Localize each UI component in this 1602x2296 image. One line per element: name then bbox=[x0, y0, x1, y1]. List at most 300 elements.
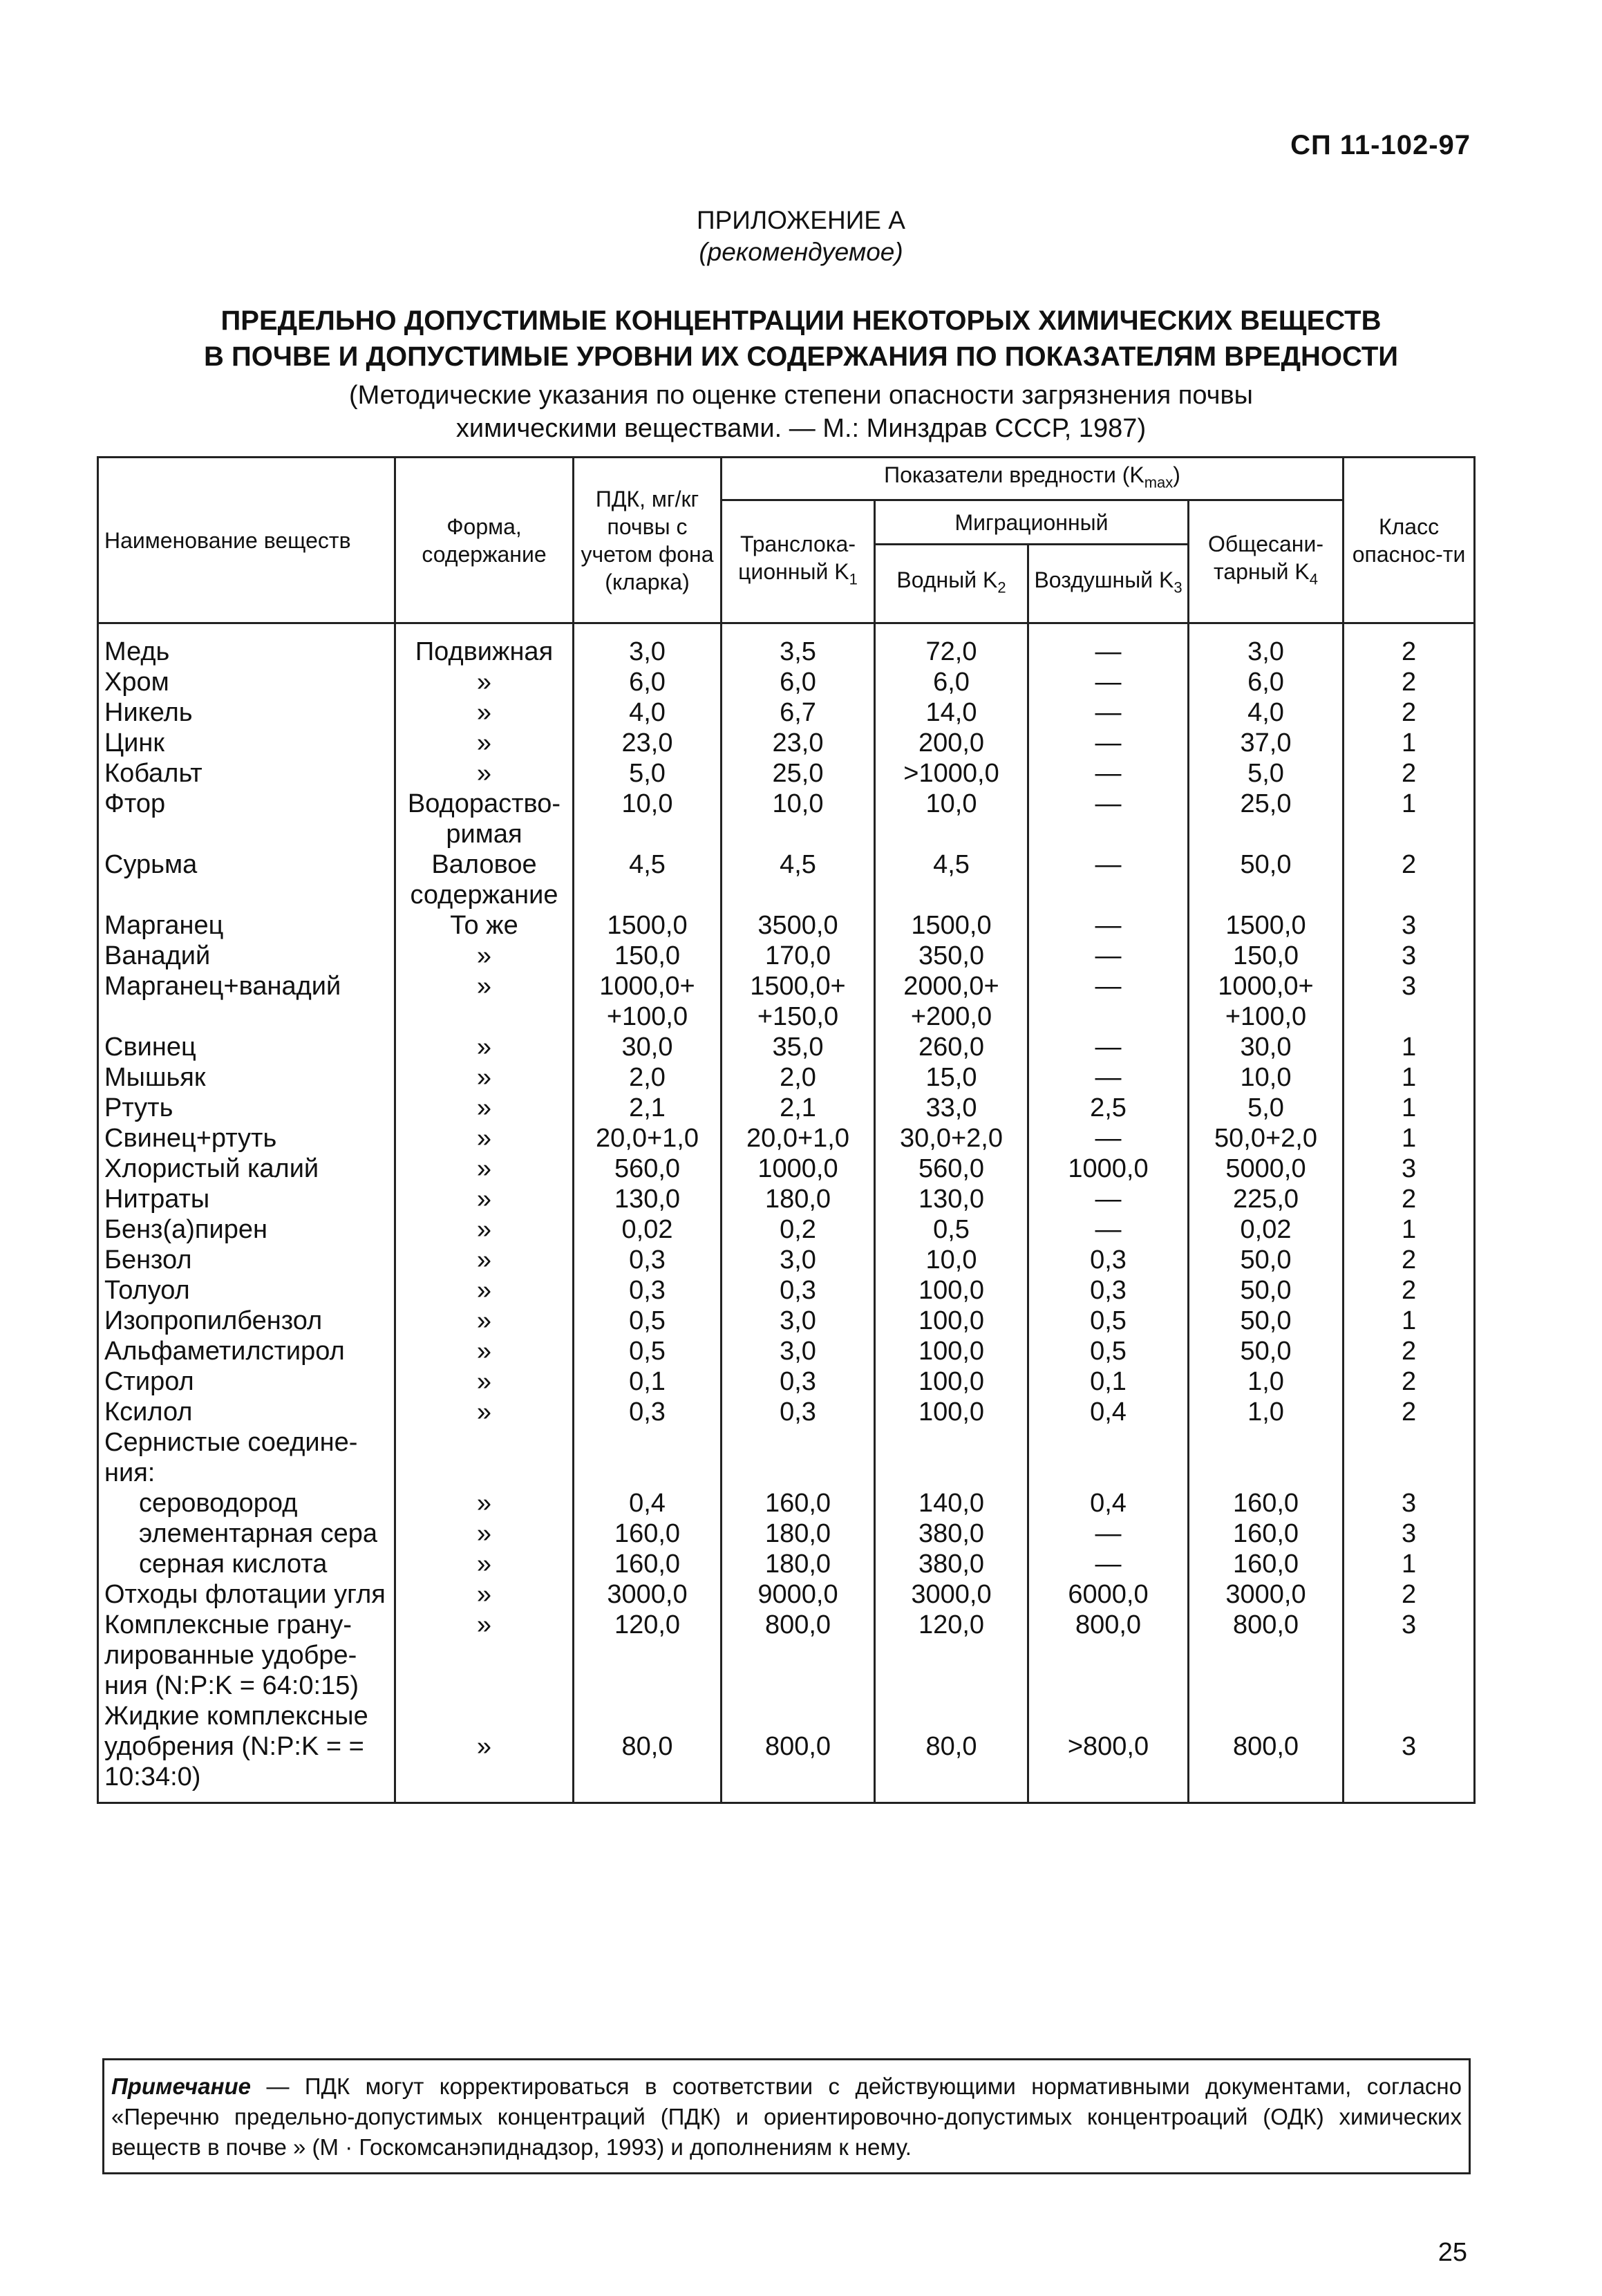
cell-pdk: 5,0 bbox=[574, 758, 722, 789]
cell-pdk: 160,0 bbox=[574, 1549, 722, 1579]
cell-k2: 72,0 bbox=[875, 623, 1028, 668]
cell-form: » bbox=[395, 1397, 574, 1427]
cell-k2 bbox=[875, 1427, 1028, 1488]
cell-cls: 3 bbox=[1344, 1154, 1475, 1184]
substance-name: элементарная сера bbox=[98, 1518, 395, 1549]
cell-pdk: 0,3 bbox=[574, 1275, 722, 1306]
cell-k1: 9000,0 bbox=[722, 1579, 875, 1610]
cell-k2: 130,0 bbox=[875, 1184, 1028, 1214]
cell-k2: 100,0 bbox=[875, 1366, 1028, 1397]
cell-k4: 6,0 bbox=[1189, 667, 1344, 697]
cell-pdk: 23,0 bbox=[574, 728, 722, 758]
cell-k3: — bbox=[1028, 728, 1189, 758]
substance-name: Толуол bbox=[98, 1275, 395, 1306]
table-row bbox=[98, 1701, 1475, 1803]
cell-k1: 2,1 bbox=[722, 1093, 875, 1123]
substance-name: Сернистые соедине-ния: bbox=[98, 1427, 395, 1488]
cell-form: » bbox=[395, 1336, 574, 1366]
cell-cls: 3 bbox=[1344, 1488, 1475, 1518]
table-row bbox=[98, 1306, 1475, 1336]
substance-name: Сурьма bbox=[98, 849, 395, 910]
cell-k2: 80,0 bbox=[875, 1701, 1028, 1803]
substance-name: Ванадий bbox=[98, 941, 395, 971]
cell-k2: 3000,0 bbox=[875, 1579, 1028, 1610]
cell-k1: 180,0 bbox=[722, 1184, 875, 1214]
table-row bbox=[98, 1518, 1475, 1549]
table-row bbox=[98, 1397, 1475, 1427]
cell-k2: 100,0 bbox=[875, 1306, 1028, 1336]
table-row bbox=[98, 697, 1475, 728]
cell-form: » bbox=[395, 758, 574, 789]
cell-k3: — bbox=[1028, 971, 1189, 1032]
cell-pdk: 0,02 bbox=[574, 1214, 722, 1245]
cell-pdk: 130,0 bbox=[574, 1184, 722, 1214]
cell-k1: 10,0 bbox=[722, 789, 875, 849]
cell-k1: 160,0 bbox=[722, 1488, 875, 1518]
cell-k2: 1500,0 bbox=[875, 910, 1028, 941]
substance-name: Комплексные грану-лированные удобре-ния (N:P:K = 64:0:15) bbox=[98, 1610, 395, 1701]
cell-form bbox=[395, 1427, 574, 1488]
cell-cls: 1 bbox=[1344, 789, 1475, 849]
cell-k1: 2,0 bbox=[722, 1062, 875, 1093]
cell-form: Валовое содержание bbox=[395, 849, 574, 910]
substance-name: Марганец+ванадий bbox=[98, 971, 395, 1032]
header-indicators-text: Показатели вредности (K bbox=[884, 462, 1144, 487]
title-line-2: В ПОЧВЕ И ДОПУСТИМЫЕ УРОВНИ ИХ СОДЕРЖАНИЯ ПО ПОКАЗАТЕЛЯМ ВРЕДНОСТИ bbox=[203, 341, 1399, 372]
cell-k3: 0,3 bbox=[1028, 1275, 1189, 1306]
cell-cls: 1 bbox=[1344, 1093, 1475, 1123]
cell-k1: 0,3 bbox=[722, 1275, 875, 1306]
pdk-table bbox=[97, 456, 1476, 1804]
cell-k4: 3000,0 bbox=[1189, 1579, 1344, 1610]
cell-k1: 23,0 bbox=[722, 728, 875, 758]
cell-form: То же bbox=[395, 910, 574, 941]
cell-k2: 2000,0+ +200,0 bbox=[875, 971, 1028, 1032]
cell-pdk: 0,3 bbox=[574, 1245, 722, 1275]
substance-name: Бензол bbox=[98, 1245, 395, 1275]
cell-k3: — bbox=[1028, 941, 1189, 971]
cell-k4: 25,0 bbox=[1189, 789, 1344, 849]
cell-k4: 150,0 bbox=[1189, 941, 1344, 971]
cell-k2: 100,0 bbox=[875, 1336, 1028, 1366]
substance-name: Свинец bbox=[98, 1032, 395, 1062]
cell-k2: 140,0 bbox=[875, 1488, 1028, 1518]
cell-cls: 1 bbox=[1344, 1062, 1475, 1093]
header-sanitary-text: Общесани-тарный K bbox=[1208, 531, 1323, 584]
cell-k3: — bbox=[1028, 1518, 1189, 1549]
cell-k3: — bbox=[1028, 1214, 1189, 1245]
cell-k3: 0,5 bbox=[1028, 1336, 1189, 1366]
table-row bbox=[98, 1427, 1475, 1488]
header-migration: Миграционный bbox=[875, 500, 1189, 545]
cell-k3: — bbox=[1028, 667, 1189, 697]
cell-k3 bbox=[1028, 1427, 1189, 1488]
cell-k3: 6000,0 bbox=[1028, 1579, 1189, 1610]
cell-pdk: 0,5 bbox=[574, 1336, 722, 1366]
cell-k3: 1000,0 bbox=[1028, 1154, 1189, 1184]
cell-k1: 4,5 bbox=[722, 849, 875, 910]
substance-name: Хром bbox=[98, 667, 395, 697]
cell-form: » bbox=[395, 697, 574, 728]
cell-pdk: 0,3 bbox=[574, 1397, 722, 1427]
cell-k1: 0,2 bbox=[722, 1214, 875, 1245]
title-line-1: ПРЕДЕЛЬНО ДОПУСТИМЫЕ КОНЦЕНТРАЦИИ НЕКОТОРЫХ ХИМИЧЕСКИХ ВЕЩЕСТВ bbox=[220, 305, 1382, 336]
cell-pdk: 0,1 bbox=[574, 1366, 722, 1397]
cell-k1: 1000,0 bbox=[722, 1154, 875, 1184]
cell-cls: 2 bbox=[1344, 697, 1475, 728]
header-indicators-end: ) bbox=[1173, 462, 1180, 487]
cell-cls: 2 bbox=[1344, 1336, 1475, 1366]
cell-form: » bbox=[395, 728, 574, 758]
substance-name: Медь bbox=[98, 623, 395, 668]
cell-k1: 25,0 bbox=[722, 758, 875, 789]
substance-name: Фтор bbox=[98, 789, 395, 849]
cell-k4: 1000,0+ +100,0 bbox=[1189, 971, 1344, 1032]
cell-pdk: 0,4 bbox=[574, 1488, 722, 1518]
cell-pdk: 160,0 bbox=[574, 1518, 722, 1549]
table-row bbox=[98, 728, 1475, 758]
table-row bbox=[98, 1579, 1475, 1610]
cell-k1: 180,0 bbox=[722, 1518, 875, 1549]
cell-k2: 33,0 bbox=[875, 1093, 1028, 1123]
table-row bbox=[98, 1366, 1475, 1397]
cell-pdk: 4,0 bbox=[574, 697, 722, 728]
cell-k1: 1500,0+ +150,0 bbox=[722, 971, 875, 1032]
cell-k4 bbox=[1189, 1427, 1344, 1488]
cell-cls bbox=[1344, 1427, 1475, 1488]
cell-k4: 37,0 bbox=[1189, 728, 1344, 758]
cell-form: » bbox=[395, 667, 574, 697]
cell-cls: 2 bbox=[1344, 1579, 1475, 1610]
cell-k2: 200,0 bbox=[875, 728, 1028, 758]
substance-name: серная кислота bbox=[98, 1549, 395, 1579]
cell-form: » bbox=[395, 1245, 574, 1275]
cell-k2: 30,0+2,0 bbox=[875, 1123, 1028, 1154]
table-row bbox=[98, 758, 1475, 789]
cell-k3: 0,1 bbox=[1028, 1366, 1189, 1397]
cell-form: » bbox=[395, 1032, 574, 1062]
cell-pdk: 150,0 bbox=[574, 941, 722, 971]
cell-pdk bbox=[574, 1427, 722, 1488]
cell-k3: — bbox=[1028, 849, 1189, 910]
cell-form: » bbox=[395, 1610, 574, 1701]
cell-k3: 0,5 bbox=[1028, 1306, 1189, 1336]
table-row bbox=[98, 941, 1475, 971]
cell-pdk: 30,0 bbox=[574, 1032, 722, 1062]
appendix-status: (рекомендуемое) bbox=[699, 238, 903, 266]
header-indicators-sub: max bbox=[1144, 473, 1174, 491]
substance-name: Никель bbox=[98, 697, 395, 728]
table-row bbox=[98, 1154, 1475, 1184]
document-code: СП 11-102-97 bbox=[1290, 130, 1471, 160]
cell-cls: 2 bbox=[1344, 1275, 1475, 1306]
cell-cls: 2 bbox=[1344, 623, 1475, 668]
header-water-text: Водный K bbox=[896, 567, 998, 592]
cell-k4: 1,0 bbox=[1189, 1366, 1344, 1397]
cell-k4: 50,0 bbox=[1189, 1275, 1344, 1306]
header-translocation-sub: 1 bbox=[849, 570, 858, 588]
cell-k4: 800,0 bbox=[1189, 1701, 1344, 1803]
table-row bbox=[98, 910, 1475, 941]
table-row bbox=[98, 1123, 1475, 1154]
cell-k1: 180,0 bbox=[722, 1549, 875, 1579]
header-water bbox=[875, 545, 1028, 623]
cell-cls: 1 bbox=[1344, 1032, 1475, 1062]
header-indicators bbox=[722, 458, 1344, 500]
note-label: Примечание bbox=[111, 2073, 252, 2099]
cell-form: » bbox=[395, 1062, 574, 1093]
substance-name: Альфаметилстирол bbox=[98, 1336, 395, 1366]
cell-k3: — bbox=[1028, 789, 1189, 849]
table-row bbox=[98, 1275, 1475, 1306]
cell-cls: 3 bbox=[1344, 1701, 1475, 1803]
cell-k2: 14,0 bbox=[875, 697, 1028, 728]
cell-cls: 1 bbox=[1344, 1214, 1475, 1245]
header-translocation bbox=[722, 500, 875, 623]
table-row bbox=[98, 1214, 1475, 1245]
cell-cls: 2 bbox=[1344, 1184, 1475, 1214]
cell-form: » bbox=[395, 941, 574, 971]
cell-pdk: 20,0+1,0 bbox=[574, 1123, 722, 1154]
cell-k3: — bbox=[1028, 1184, 1189, 1214]
cell-k2: 10,0 bbox=[875, 789, 1028, 849]
cell-form: » bbox=[395, 1488, 574, 1518]
substance-name: Жидкие комплексные удобрения (N:P:K = = 10:34:0) bbox=[98, 1701, 395, 1803]
cell-cls: 1 bbox=[1344, 728, 1475, 758]
cell-k4: 1,0 bbox=[1189, 1397, 1344, 1427]
cell-k1: 6,7 bbox=[722, 697, 875, 728]
cell-k4: 5000,0 bbox=[1189, 1154, 1344, 1184]
table-row bbox=[98, 623, 1475, 668]
substance-name: Цинк bbox=[98, 728, 395, 758]
cell-cls: 3 bbox=[1344, 1518, 1475, 1549]
cell-k3: — bbox=[1028, 1062, 1189, 1093]
page-subtitle bbox=[0, 379, 1602, 445]
substance-name: Ртуть bbox=[98, 1093, 395, 1123]
substance-name: Отходы флотации угля bbox=[98, 1579, 395, 1610]
cell-k1: 6,0 bbox=[722, 667, 875, 697]
appendix-label: ПРИЛОЖЕНИЕ А bbox=[697, 206, 905, 234]
cell-k3: 0,4 bbox=[1028, 1488, 1189, 1518]
cell-pdk: 80,0 bbox=[574, 1701, 722, 1803]
cell-k4: 50,0 bbox=[1189, 1306, 1344, 1336]
cell-k3: — bbox=[1028, 910, 1189, 941]
cell-form: » bbox=[395, 1366, 574, 1397]
cell-form: » bbox=[395, 1123, 574, 1154]
cell-cls: 2 bbox=[1344, 1397, 1475, 1427]
cell-k4: 10,0 bbox=[1189, 1062, 1344, 1093]
substance-name: Мышьяк bbox=[98, 1062, 395, 1093]
substance-name: Ксилол bbox=[98, 1397, 395, 1427]
cell-cls: 1 bbox=[1344, 1306, 1475, 1336]
table-row bbox=[98, 1184, 1475, 1214]
cell-k3: — bbox=[1028, 758, 1189, 789]
header-form: Форма, содержание bbox=[395, 458, 574, 623]
cell-k4: 5,0 bbox=[1189, 758, 1344, 789]
cell-pdk: 4,5 bbox=[574, 849, 722, 910]
cell-k1 bbox=[722, 1427, 875, 1488]
cell-k1: 3,0 bbox=[722, 1245, 875, 1275]
cell-k3: — bbox=[1028, 623, 1189, 668]
table-row bbox=[98, 667, 1475, 697]
cell-pdk: 0,5 bbox=[574, 1306, 722, 1336]
cell-k2: 260,0 bbox=[875, 1032, 1028, 1062]
cell-form: » bbox=[395, 1518, 574, 1549]
cell-k4: 4,0 bbox=[1189, 697, 1344, 728]
header-air-text: Воздушный K bbox=[1034, 567, 1174, 592]
header-air bbox=[1028, 545, 1189, 623]
cell-cls: 3 bbox=[1344, 910, 1475, 941]
table-row bbox=[98, 1549, 1475, 1579]
cell-k1: 0,3 bbox=[722, 1366, 875, 1397]
cell-k4: 160,0 bbox=[1189, 1518, 1344, 1549]
cell-k3: 0,3 bbox=[1028, 1245, 1189, 1275]
cell-k2: 350,0 bbox=[875, 941, 1028, 971]
cell-k4: 30,0 bbox=[1189, 1032, 1344, 1062]
header-sanitary-sub: 4 bbox=[1309, 570, 1318, 588]
table-row bbox=[98, 1032, 1475, 1062]
cell-form: » bbox=[395, 1579, 574, 1610]
cell-pdk: 2,0 bbox=[574, 1062, 722, 1093]
subtitle-line-1: (Методические указания по оценке степени опасности загрязнения почвы bbox=[349, 381, 1253, 410]
cell-k4: 3,0 bbox=[1189, 623, 1344, 668]
cell-form: » bbox=[395, 1093, 574, 1123]
table-row bbox=[98, 1488, 1475, 1518]
table-row bbox=[98, 971, 1475, 1032]
table-row bbox=[98, 789, 1475, 849]
header-substance: Наименование веществ bbox=[98, 458, 395, 623]
cell-form: » bbox=[395, 1154, 574, 1184]
note-text: — ПДК могут корректироваться в соответствии с действующими нормативными документами, согласно «Перечню предельно-допустимых концентраций (ПДК) и ориентировочно-допустимых концентроаций (ОДК) химических веществ в почве » (М · Госкомсанэпиднадзор, 1993) и дополнениям к нему. bbox=[111, 2073, 1462, 2160]
cell-pdk: 1500,0 bbox=[574, 910, 722, 941]
cell-cls: 2 bbox=[1344, 1245, 1475, 1275]
cell-k2: 15,0 bbox=[875, 1062, 1028, 1093]
cell-cls: 3 bbox=[1344, 1610, 1475, 1701]
table-row bbox=[98, 849, 1475, 910]
table-note bbox=[102, 2058, 1471, 2174]
cell-form: » bbox=[395, 1184, 574, 1214]
cell-k1: 170,0 bbox=[722, 941, 875, 971]
table-row bbox=[98, 1610, 1475, 1701]
cell-k3: 2,5 bbox=[1028, 1093, 1189, 1123]
cell-form: » bbox=[395, 1214, 574, 1245]
substance-name: Кобальт bbox=[98, 758, 395, 789]
cell-pdk: 120,0 bbox=[574, 1610, 722, 1701]
cell-k4: 5,0 bbox=[1189, 1093, 1344, 1123]
table-row bbox=[98, 1245, 1475, 1275]
cell-k1: 800,0 bbox=[722, 1610, 875, 1701]
cell-k3: — bbox=[1028, 1032, 1189, 1062]
substance-name: Бенз(а)пирен bbox=[98, 1214, 395, 1245]
cell-form: » bbox=[395, 971, 574, 1032]
cell-k3: 0,4 bbox=[1028, 1397, 1189, 1427]
cell-cls: 3 bbox=[1344, 971, 1475, 1032]
cell-pdk: 3,0 bbox=[574, 623, 722, 668]
page-title bbox=[0, 303, 1602, 375]
cell-form: Водораство-римая bbox=[395, 789, 574, 849]
cell-cls: 1 bbox=[1344, 1123, 1475, 1154]
cell-k2: 380,0 bbox=[875, 1549, 1028, 1579]
header-water-sub: 2 bbox=[997, 578, 1006, 596]
cell-k4: 50,0 bbox=[1189, 849, 1344, 910]
cell-k1: 3500,0 bbox=[722, 910, 875, 941]
cell-k2: 380,0 bbox=[875, 1518, 1028, 1549]
cell-k1: 3,5 bbox=[722, 623, 875, 668]
cell-k3: — bbox=[1028, 697, 1189, 728]
cell-pdk: 1000,0+ +100,0 bbox=[574, 971, 722, 1032]
cell-form: » bbox=[395, 1306, 574, 1336]
header-pdk: ПДК, мг/кг почвы с учетом фона (кларка) bbox=[574, 458, 722, 623]
substance-name: Марганец bbox=[98, 910, 395, 941]
cell-k4: 225,0 bbox=[1189, 1184, 1344, 1214]
subtitle-line-2: химическими веществами. — М.: Минздрав СССР, 1987) bbox=[455, 414, 1147, 443]
cell-k1: 35,0 bbox=[722, 1032, 875, 1062]
header-translocation-text: Транслока-ционный K bbox=[738, 531, 856, 584]
cell-pdk: 3000,0 bbox=[574, 1579, 722, 1610]
cell-k4: 160,0 bbox=[1189, 1488, 1344, 1518]
cell-k4: 160,0 bbox=[1189, 1549, 1344, 1579]
cell-cls: 2 bbox=[1344, 849, 1475, 910]
table-row bbox=[98, 1093, 1475, 1123]
cell-cls: 2 bbox=[1344, 667, 1475, 697]
cell-k2: 6,0 bbox=[875, 667, 1028, 697]
cell-cls: 2 bbox=[1344, 1366, 1475, 1397]
substance-name: Хлористый калий bbox=[98, 1154, 395, 1184]
cell-cls: 1 bbox=[1344, 1549, 1475, 1579]
cell-k4: 50,0 bbox=[1189, 1336, 1344, 1366]
cell-pdk: 10,0 bbox=[574, 789, 722, 849]
cell-k2: 560,0 bbox=[875, 1154, 1028, 1184]
substance-name: сероводород bbox=[98, 1488, 395, 1518]
cell-k1: 3,0 bbox=[722, 1336, 875, 1366]
cell-form: » bbox=[395, 1275, 574, 1306]
cell-k1: 20,0+1,0 bbox=[722, 1123, 875, 1154]
cell-k1: 0,3 bbox=[722, 1397, 875, 1427]
cell-k3: — bbox=[1028, 1549, 1189, 1579]
cell-cls: 3 bbox=[1344, 941, 1475, 971]
cell-k1: 800,0 bbox=[722, 1701, 875, 1803]
table-row bbox=[98, 1062, 1475, 1093]
substance-name: Изопропилбензол bbox=[98, 1306, 395, 1336]
table-row bbox=[98, 1336, 1475, 1366]
cell-form: Подвижная bbox=[395, 623, 574, 668]
cell-k4: 800,0 bbox=[1189, 1610, 1344, 1701]
cell-k1: 3,0 bbox=[722, 1306, 875, 1336]
page-number: 25 bbox=[1438, 2238, 1467, 2267]
cell-k2: 4,5 bbox=[875, 849, 1028, 910]
substance-name: Свинец+ртуть bbox=[98, 1123, 395, 1154]
cell-k2: >1000,0 bbox=[875, 758, 1028, 789]
header-air-sub: 3 bbox=[1174, 578, 1182, 596]
header-hazard-class: Класс опаснос-ти bbox=[1344, 458, 1475, 623]
cell-k4: 50,0+2,0 bbox=[1189, 1123, 1344, 1154]
header-sanitary bbox=[1189, 500, 1344, 623]
cell-cls: 2 bbox=[1344, 758, 1475, 789]
cell-pdk: 560,0 bbox=[574, 1154, 722, 1184]
cell-k4: 0,02 bbox=[1189, 1214, 1344, 1245]
substance-name: Нитраты bbox=[98, 1184, 395, 1214]
cell-k2: 0,5 bbox=[875, 1214, 1028, 1245]
cell-k3: 800,0 bbox=[1028, 1610, 1189, 1701]
cell-k2: 100,0 bbox=[875, 1397, 1028, 1427]
cell-k4: 1500,0 bbox=[1189, 910, 1344, 941]
substance-name: Стирол bbox=[98, 1366, 395, 1397]
cell-k3: — bbox=[1028, 1123, 1189, 1154]
cell-pdk: 6,0 bbox=[574, 667, 722, 697]
cell-k3: >800,0 bbox=[1028, 1701, 1189, 1803]
cell-k2: 100,0 bbox=[875, 1275, 1028, 1306]
cell-form: » bbox=[395, 1701, 574, 1803]
